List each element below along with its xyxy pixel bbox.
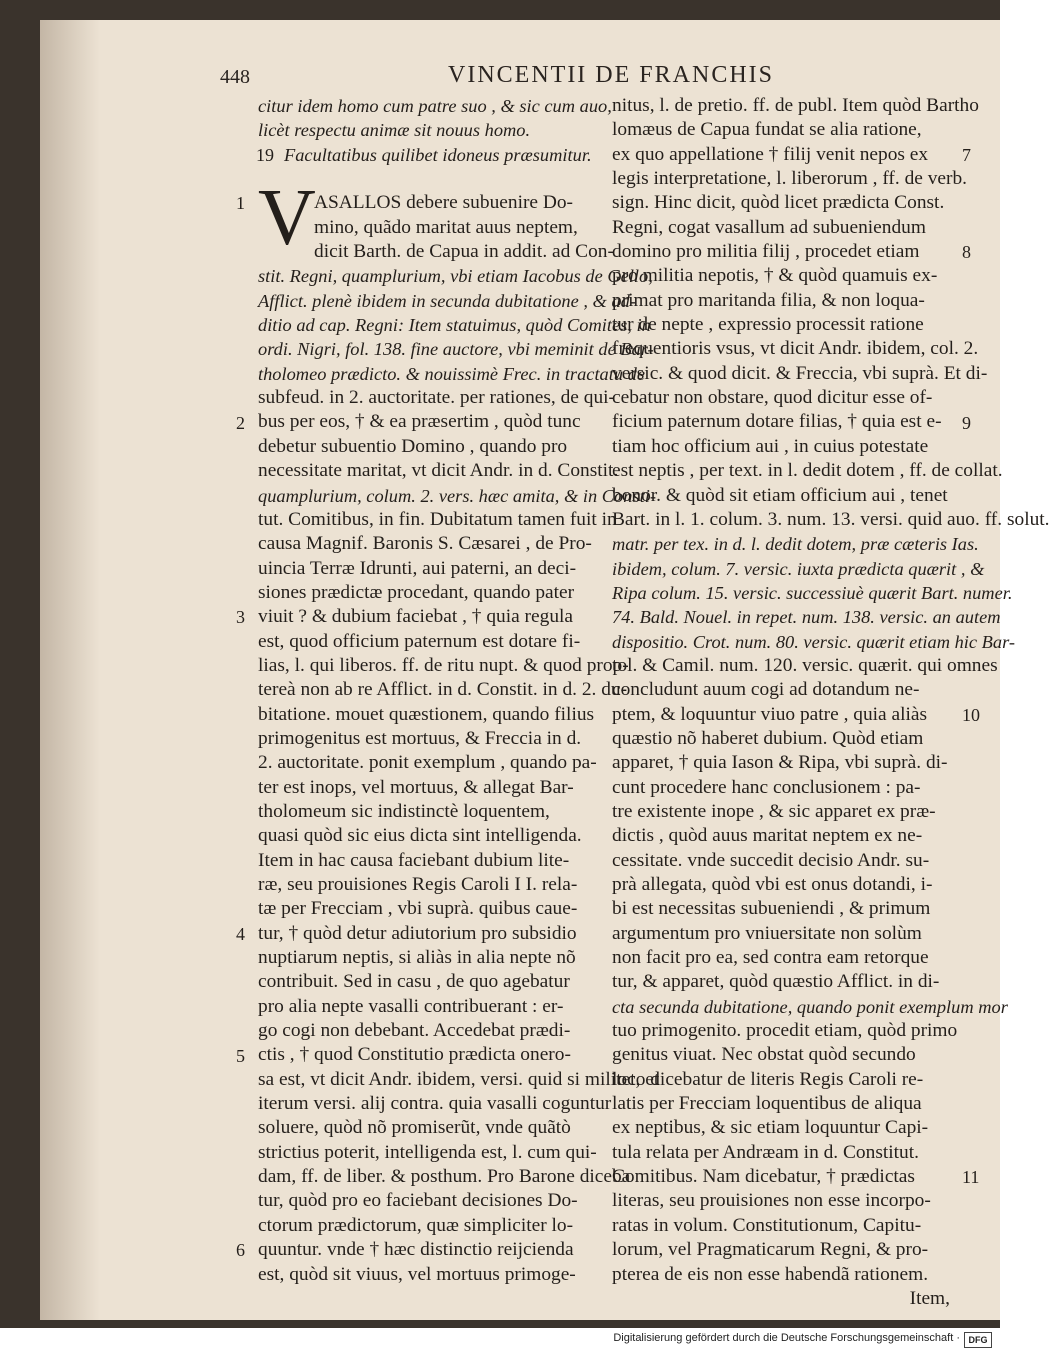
text-line: dictis , quòd auus maritat neptem ex ne- [612,825,923,847]
text-line: ex quo appellatione † filij venit nepos ex [612,143,929,165]
text-line: prà allegata, quòd vbi est onus dotandi, i- [612,874,933,895]
text-line: cessitate. vnde succedit decisio Andr. su- [612,849,930,871]
text-line: tereà non ab re Afflict. in d. Constit. in d. 2. du- [258,679,628,701]
text-line: latis per Frecciam loquentibus de aliqua [612,1093,922,1115]
left-margin-number: 6 [236,1240,245,1261]
text-line: licèt respectu animæ sit nouus homo. [258,120,531,141]
text-line: soluere, quòd nõ promiserũt, vnde quãtò [258,1117,571,1139]
left-margin-number: 1 [236,193,245,214]
text-line: contribuit. Sed in casu , de quo agebatur [258,971,570,993]
text-line: uincia Terræ Idrunti, aui paterni, an deci- [258,557,577,579]
text-line: lorum, vel Pragmaticarum Regni, & pro- [612,1239,929,1261]
text-line: pterea de eis non esse habendã rationem. [612,1263,929,1285]
text-line: tur de nepte , expressio processit ratione [612,314,924,336]
text-line: citur idem homo cum patre suo , & sic cum auo, [258,96,612,116]
text-line: est, quòd sit viuus, vel mortuus primoge- [258,1263,576,1285]
text-line: matr. per tex. in d. l. dedit dotem, præ cæteris Ias. [612,534,979,555]
text-line: genitus viuat. Nec obstat quòd secundo [612,1044,916,1066]
text-line: ficium paternum dotare filias, † quia est e- [612,411,942,433]
text-line: versic. & quod dicit. & Freccia, vbi suprà. Et di- [612,362,988,384]
text-line: quuntur. vnde † hæc distinctio reijcienda [258,1239,574,1261]
text-line: dam, ff. de liber. & posthum. Pro Barone diceba [258,1166,631,1188]
text-line: tur, & apparet, quòd quæstio Afflict. in di- [612,971,940,993]
text-line: ASALLOS debere subuenire Do- [314,192,574,214]
text-line: ibidem, colum. 7. versic. iuxta prædicta quærit , & [612,558,985,579]
left-text-column [258,94,660,1287]
text-line: ex neptibus, & sic etiam loquuntur Capi- [612,1117,929,1139]
text-line: concludunt auum cogi ad dotandum ne- [612,679,920,701]
text-line: frequentioris vsus, vt dicit Andr. ibidem, col. 2. [612,338,979,360]
text-line: viuit ? & dubium faciebat , † quia regula [258,606,574,628]
page-number: 448 [220,66,250,88]
text-line: Facultatibus quilibet idoneus præsumitur. [284,144,592,165]
right-margin-number: 7 [962,144,971,165]
right-margin-number: 11 [962,1167,980,1188]
text-line: strictius poterit, intelligenda est, l. cum qui- [258,1141,597,1163]
text-line: subfeud. in 2. auctoritate. per rationes, de qui- [258,387,615,409]
text-line: ptem, & loquuntur viuo patre , quia aliàs [612,703,928,725]
text-line: mino, quãdo maritat auus neptem, [314,216,578,238]
text-line: apparet, † quia Iason & Ripa, vbi suprà. di- [612,752,948,774]
text-line: primogenitus est mortuus, & Freccia in d. [258,727,582,749]
text-line: 2. auctoritate. ponit exemplum , quando pa- [258,752,597,774]
right-margin-number: 10 [962,704,980,725]
footer-credit: Digitalisierung gefördert durch die Deutsche Forschungsgemeinschaft · [613,1332,960,1344]
text-line: Item, [909,1287,950,1309]
text-line: dicit Barth. de Capua in addit. ad Con- [314,241,614,263]
text-line: necessitate maritat, vt dicit Andr. in d. Constit. [258,460,619,482]
right-margin-number: 8 [962,242,971,263]
text-line: Regni, cogat vasallum ad subueniendum [612,216,926,238]
text-line: literas, seu prouisiones non esse incorpo- [612,1190,931,1212]
text-line: tre existente inope , & sic apparet ex præ- [612,800,936,822]
text-line: primat pro maritanda filia, & non loqua- [612,289,925,311]
text-line: stit. Regni, quamplurium, vbi etiam Iacobus de Gello, [258,266,653,287]
text-line: sign. Hinc dicit, quòd licet prædicta Const. [612,192,945,214]
text-line: go cogi non debebant. Accedebat prædi- [258,1020,571,1042]
text-line: argumentum pro vniuersitate non solùm [612,922,922,944]
text-line: bi est necessitas subueniendi , & primum [612,898,931,920]
gutter-shadow [40,20,100,1320]
text-line: Ripa colum. 15. versic. successiuè quærit Bart. numer. [612,582,1013,603]
text-line: quamplurium, colum. 2. vers. hæc amita, & in Consti- [258,485,656,506]
text-line: ordi. Nigri, fol. 138. fine auctore, vbi meminit de Bar- [258,339,654,360]
text-line: Afflict. plenè ibidem in secunda dubitatione , & ad- [258,290,636,311]
left-margin-number: 4 [236,923,245,944]
text-line: bus per eos, † & ea præsertim , quòd tunc [258,411,581,433]
text-line: lomæus de Capua fundat se alia ratione, [612,119,922,141]
drop-cap: V [258,174,316,262]
left-margin-number: 19 [256,144,274,165]
text-line: 74. Bald. Nouel. in repet. num. 138. versic. an autem [612,607,1001,628]
text-line [258,167,598,191]
text-line: tut. Comitibus, in fin. Dubitatum tamen fuit in [258,508,617,530]
text-line: nuptiarum neptis, si aliàs in alia nepte nõ [258,947,576,969]
text-line: ctorum prædictorum, quæ simpliciter lo- [258,1214,574,1236]
text-line: tholomeo prædicto. & nouissimè Frec. in tractatu de [258,363,646,384]
text-line: legis interpretatione, l. liberorum , ff. de verb. [612,168,968,190]
text-line: quasi quòd sic eius dicta sint intelligenda. [258,825,582,847]
right-margin-number: 9 [962,412,971,433]
text-line: iterum versi. alij contra. quia vasalli coguntur [258,1093,612,1115]
text-line: ræ, seu prouisiones Regis Caroli I I. rela- [258,874,578,895]
text-line: cunt procedere hanc conclusionem : pa- [612,776,921,798]
text-line: ctis , † quod Constitutio prædicta onero- [258,1044,571,1066]
left-margin-number: 5 [236,1045,245,1066]
text-line: bitatione. mouet quæstionem, quando filius [258,703,595,725]
text-line: cta secunda dubitatione, quando ponit exemplum mor [612,996,1008,1017]
left-margin-number: 3 [236,607,245,628]
text-line: domino pro militia filij , procedet etiam [612,241,920,263]
text-line: est, quod officium paternum est dotare fi- [258,630,581,652]
running-title: VINCENTII DE FRANCHIS [448,62,774,88]
text-line: tuo primogenito. procedit etiam, quòd primo [612,1020,958,1042]
text-line: pro alia nepte vasalli contribuerant : er- [258,995,564,1017]
text-line: Bart. in l. 1. colum. 3. num. 13. versi. quid auo. ff. solut. [612,508,1050,530]
text-line: Comitibus. Nam dicebatur, † prædictas [612,1166,915,1188]
text-line: tæ per Frecciam , vbi suprà. quibus caue- [258,898,578,920]
text-line: tholomeum sic indistinctè loquentem, [258,800,550,822]
text-line: ratas in volum. Constitutionum, Capitu- [612,1214,922,1236]
text-line: tur, quòd pro eo faciebant decisiones Do- [258,1190,578,1212]
text-line: est neptis , per text. in l. dedit dotem , ff. de collat. [612,460,1003,482]
text-line: bonor. & quòd sit etiam officium aui , tenet [612,484,948,506]
left-margin-number: 2 [236,412,245,433]
text-line: causa Magnif. Baronis S. Cæsarei , de Pro- [258,533,592,555]
text-line: ter est inops, vel mortuus, & allegat Bar- [258,776,574,798]
text-line: siones prædictæ procedant, quando pater [258,581,575,603]
text-line: debetur subuentio Domino , quando pro [258,435,568,457]
text-line: tula relata per Andræam in d. Constitut. [612,1141,919,1163]
text-line: Item in hac causa faciebant dubium lite- [258,849,570,871]
footer-bar [0,1328,1000,1350]
text-line: tiam hoc officium aui , in cuius potestate [612,435,929,457]
text-line: lias, l. qui liberos. ff. de ritu nupt. & quod prop- [258,654,629,676]
text-line: pro militia nepotis, † & quòd quamuis ex- [612,265,938,287]
text-line: tur, † quòd detur adiutorium pro subsidio [258,922,577,944]
text-line: loco dicebatur de literis Regis Caroli re- [612,1068,924,1090]
text-line: cebatur non obstare, quod dicitur esse of- [612,387,933,409]
text-line: nitus, l. de pretio. ff. de publ. Item quòd Bartho [612,95,979,116]
text-line: ditio ad cap. Regni: Item statuimus, quòd Comites, in [258,315,651,336]
text-line: dispositio. Crot. num. 80. versic. quærit etiam hic Bar- [612,631,1016,652]
text-line: quæstio nõ haberet dubium. Quòd etiam [612,727,924,749]
text-line: non facit pro ea, sed contra eam retorque [612,947,929,969]
text-line: sa est, vt dicit Andr. ibidem, versi. quid si militet, et [258,1068,660,1090]
text-line: tol. & Camil. num. 120. versic. quærit. qui omnes [612,654,998,676]
dfg-logo: DFG [964,1332,992,1348]
